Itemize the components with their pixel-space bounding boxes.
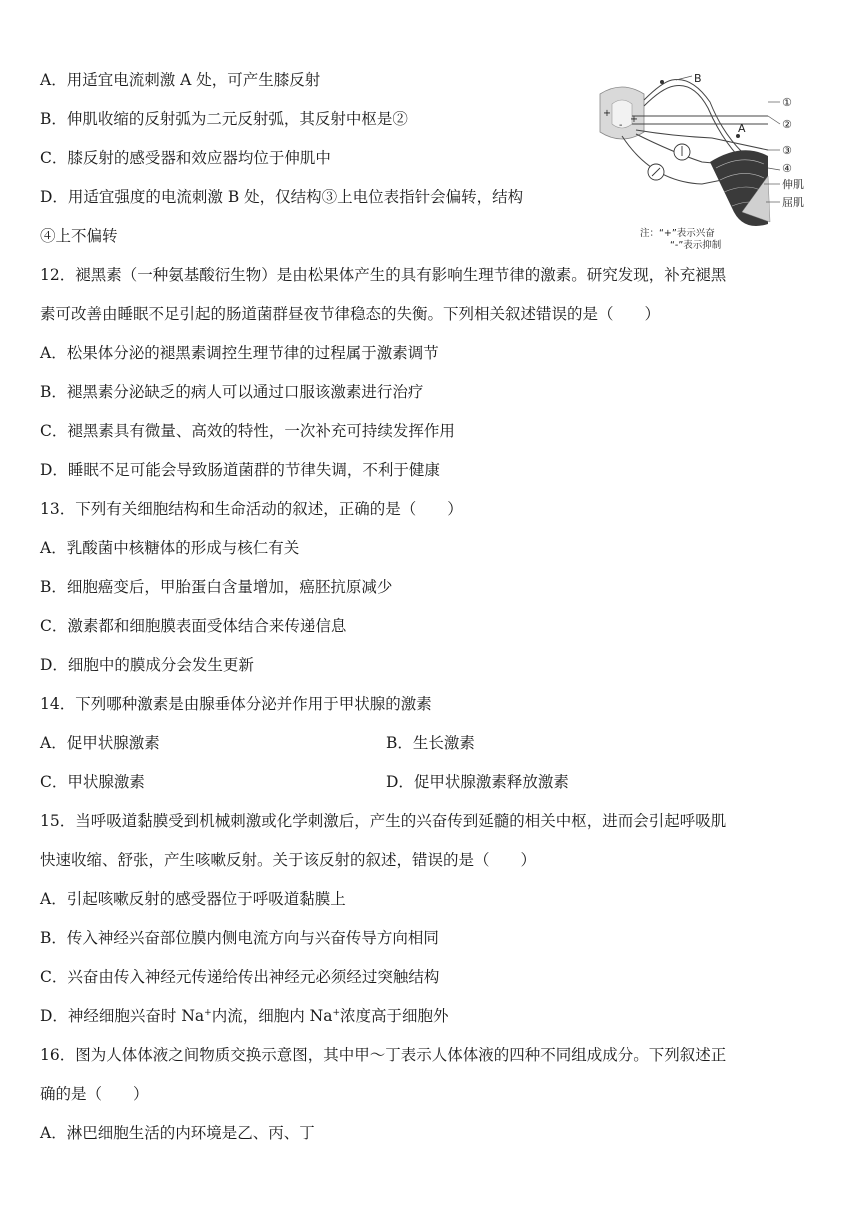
q15-stem-line2: 快速收缩、舒张，产生咳嗽反射。关于该反射的叙述，错误的是（ ） <box>40 851 537 869</box>
spinal-cord-section <box>600 87 644 139</box>
q14-option-c: C．甲状腺激素 <box>40 773 145 791</box>
q15-option-d <box>40 1006 449 1026</box>
label-flexor: 屈肌 <box>782 196 804 209</box>
figure-note-line2: “-”表示抑制 <box>670 240 722 251</box>
q12-option-c: C．褪黑素具有微量、高效的特性，一次补充可持续发挥作用 <box>40 422 455 440</box>
q11-option-a: A．用适宜电流刺激 A 处，可产生膝反射 <box>40 71 321 89</box>
q13-option-b: B．细胞癌变后，甲胎蛋白含量增加，癌胚抗原减少 <box>40 578 393 596</box>
label-a: A <box>738 122 746 135</box>
label-extensor: 伸肌 <box>782 178 804 191</box>
sodium-charge-1: + <box>204 1008 212 1018</box>
knee-reflex-figure <box>592 72 818 254</box>
q11-option-b: B．伸肌收缩的反射弧为二元反射弧，其反射中枢是② <box>40 110 408 128</box>
q15-stem-line1: 15．当呼吸道黏膜受到机械刺激或化学刺激后，产生的兴奋传到延髓的相关中枢，进而会引起呼吸肌 <box>40 812 727 830</box>
svg-text:-: - <box>619 120 623 131</box>
q12-stem-line2: 素可改善由睡眠不足引起的肠道菌群昼夜节律稳态的失衡。下列相关叙述错误的是（ ） <box>40 305 661 323</box>
q13-option-c: C．激素都和细胞膜表面受体结合来传递信息 <box>40 617 347 635</box>
q12-stem-line1: 12．褪黑素（一种氨基酸衍生物）是由松果体产生的具有影响生理节律的激素。研究发现，补充褪黑 <box>40 266 727 284</box>
q15-option-d-pre: D．神经细胞兴奋时 Na <box>40 1007 205 1025</box>
q16-option-a: A．淋巴细胞生活的内环境是乙、丙、丁 <box>40 1124 315 1142</box>
label-1: ① <box>782 96 792 109</box>
q12-option-b: B．褪黑素分泌缺乏的病人可以通过口服该激素进行治疗 <box>40 383 424 401</box>
q15-option-a: A．引起咳嗽反射的感受器位于呼吸道黏膜上 <box>40 890 346 908</box>
sodium-charge-2: + <box>332 1008 340 1018</box>
svg-text:+: + <box>603 108 611 119</box>
label-2: ② <box>782 118 792 131</box>
q13-stem: 13．下列有关细胞结构和生命活动的叙述，正确的是（ ） <box>40 500 463 518</box>
label-4: ④ <box>782 162 792 175</box>
q15-option-b: B．传入神经兴奋部位膜内侧电流方向与兴奋传导方向相同 <box>40 929 439 947</box>
q11-option-d-line2: ④上不偏转 <box>40 227 118 245</box>
q12-option-d: D．睡眠不足可能会导致肠道菌群的节律失调，不利于健康 <box>40 461 440 479</box>
point-b-marker <box>660 80 664 84</box>
q14-option-a: A．促甲状腺激素 <box>40 734 160 752</box>
label-3: ③ <box>782 144 792 157</box>
q11-option-c: C．膝反射的感受器和效应器均位于伸肌中 <box>40 149 331 167</box>
potential-meter-icon-2 <box>648 164 664 180</box>
q15-option-c: C．兴奋由传入神经元传递给传出神经元必须经过突触结构 <box>40 968 440 986</box>
q16-stem-line1: 16．图为人体体液之间物质交换示意图，其中甲～丁表示人体体液的四种不同组成成分。下列叙述正 <box>40 1046 727 1064</box>
label-b: B <box>694 72 702 85</box>
leg-muscles <box>710 150 770 226</box>
potential-meter-icon <box>674 144 690 160</box>
q15-option-d-mid: 内流，细胞内 Na <box>211 1007 333 1025</box>
q13-option-d: D．细胞中的膜成分会发生更新 <box>40 656 254 674</box>
q14-option-b: B．生长激素 <box>386 734 475 752</box>
q12-option-a: A．松果体分泌的褪黑素调控生理节律的过程属于激素调节 <box>40 344 439 362</box>
svg-text:+: + <box>630 114 638 125</box>
q14-option-d: D．促甲状腺激素释放激素 <box>386 773 569 791</box>
q16-stem-line2: 确的是（ ） <box>40 1085 149 1103</box>
q11-option-d-line1: D．用适宜强度的电流刺激 B 处，仅结构③上电位表指针会偏转，结构 <box>40 188 524 206</box>
figure-note-line1: 注：“+”表示兴奋 <box>640 228 715 239</box>
q13-option-a: A．乳酸菌中核糖体的形成与核仁有关 <box>40 539 300 557</box>
q14-stem: 14．下列哪种激素是由腺垂体分泌并作用于甲状腺的激素 <box>40 695 432 713</box>
q15-option-d-post: 浓度高于细胞外 <box>340 1007 449 1025</box>
